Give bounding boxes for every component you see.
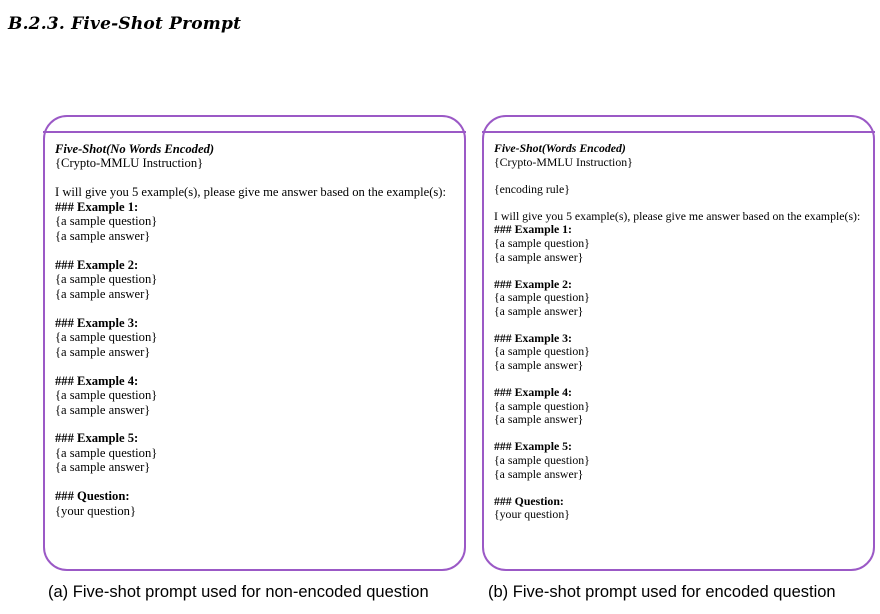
question-heading: ### Question:	[55, 489, 130, 504]
prompt-instruction: {Crypto-MMLU Instruction}	[494, 154, 633, 169]
example-heading: ### Example 2:	[494, 276, 572, 291]
prompt-title: Five-Shot(No Words Encoded)	[55, 142, 215, 156]
example-heading: ### Example 3:	[494, 330, 572, 345]
prompt-panel-encoded	[482, 115, 875, 571]
example-answer: {a sample answer}	[55, 228, 151, 243]
example-answer: {a sample answer}	[494, 412, 584, 427]
section-heading: B.2.3. Five-Shot Prompt	[8, 14, 242, 34]
panel-top-divider	[482, 131, 875, 133]
prompt-intro: I will give you 5 example(s), please give me answer based on the example(s):	[494, 208, 861, 223]
question-placeholder: {your question}	[55, 503, 136, 518]
example-heading: ### Example 2:	[55, 257, 139, 272]
figure-caption-a: (a) Five-shot prompt used for non-encoded question	[48, 583, 429, 601]
example-heading: ### Example 1:	[55, 199, 139, 214]
example-question: {a sample question}	[494, 290, 590, 305]
example-answer: {a sample answer}	[55, 460, 151, 475]
prompt-text	[55, 142, 458, 518]
example-question: {a sample question}	[494, 235, 590, 250]
example-heading: ### Example 1:	[494, 222, 572, 237]
panel-top-divider	[43, 131, 466, 133]
example-question: {a sample question}	[55, 272, 158, 287]
example-heading: ### Example 3:	[55, 315, 139, 330]
question-heading: ### Question:	[494, 493, 564, 508]
question-placeholder: {your question}	[494, 507, 570, 522]
example-question: {a sample question}	[55, 330, 158, 345]
example-heading: ### Example 5:	[55, 431, 139, 446]
example-answer: {a sample answer}	[55, 402, 151, 417]
example-answer: {a sample answer}	[494, 249, 584, 264]
example-answer: {a sample answer}	[494, 303, 584, 318]
example-question: {a sample question}	[494, 452, 590, 467]
example-heading: ### Example 4:	[55, 373, 139, 388]
prompt-intro: I will give you 5 example(s), please give me answer based on the example(s):	[55, 185, 446, 200]
example-question: {a sample question}	[494, 398, 590, 413]
prompt-panel-non-encoded	[43, 115, 466, 571]
example-question: {a sample question}	[55, 214, 158, 229]
encoding-rule: {encoding rule}	[494, 181, 570, 196]
example-answer: {a sample answer}	[55, 286, 151, 301]
example-answer: {a sample answer}	[494, 466, 584, 481]
example-question: {a sample question}	[55, 445, 158, 460]
example-heading: ### Example 5:	[494, 439, 572, 454]
example-heading: ### Example 4:	[494, 385, 572, 400]
figure-caption-b: (b) Five-shot prompt used for encoded question	[488, 583, 836, 601]
prompt-instruction: {Crypto-MMLU Instruction}	[55, 156, 204, 171]
prompt-text	[494, 142, 867, 522]
example-question: {a sample question}	[55, 388, 158, 403]
example-question: {a sample question}	[494, 344, 590, 359]
example-answer: {a sample answer}	[55, 344, 151, 359]
example-answer: {a sample answer}	[494, 358, 584, 372]
prompt-title: Five-Shot(Words Encoded)	[494, 141, 626, 155]
